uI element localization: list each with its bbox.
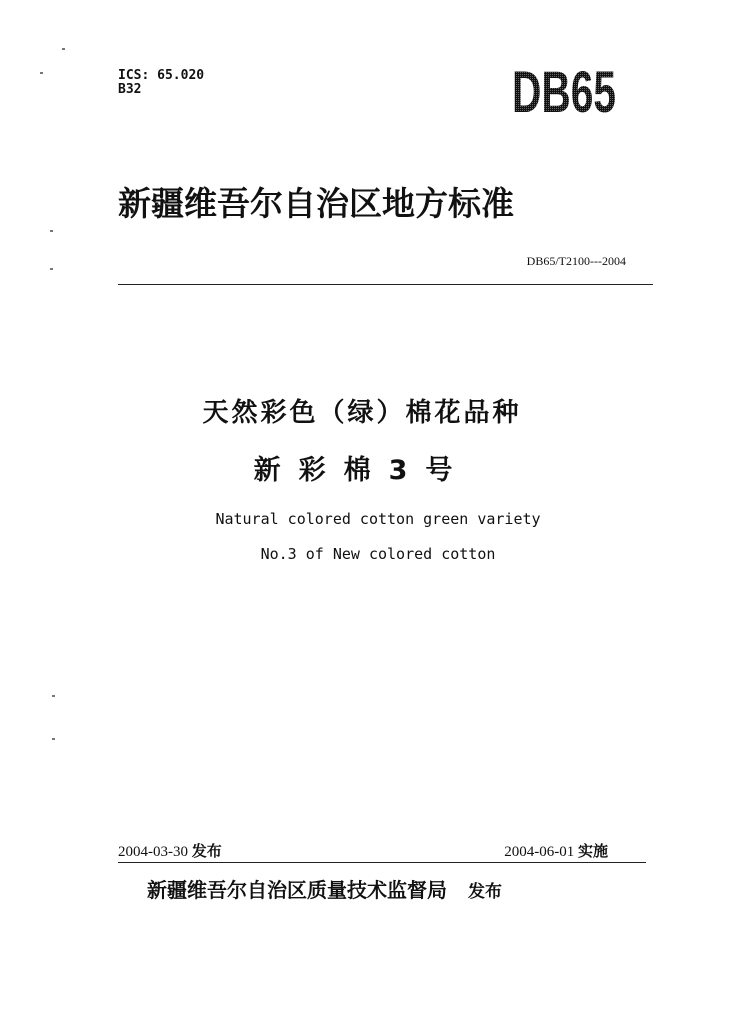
scan-speck [52, 738, 55, 740]
top-divider [118, 284, 653, 285]
implement-label: 实施 [577, 842, 608, 860]
implement-date-row [504, 840, 608, 861]
en-title-line-1: Natural colored cotton green variety [215, 510, 541, 528]
logo-text: DB65 [512, 60, 616, 125]
scan-speck [50, 268, 53, 270]
scan-speck [40, 72, 43, 74]
issuer-verb: 发布 [467, 882, 502, 902]
scan-speck [62, 48, 65, 50]
scan-speck [52, 695, 55, 697]
standard-number: DB65/T2100---2004 [526, 254, 626, 268]
en-title-line-2: No.3 of New colored cotton [260, 545, 496, 563]
standard-authority-title: 新疆维吾尔自治区地方标准 [118, 184, 514, 223]
ics-code: ICS: 65.020 [118, 68, 205, 83]
db65-logo [512, 60, 616, 125]
bottom-divider [118, 862, 646, 863]
cn-title-line-1: 天然彩色（绿）棉花品种 [202, 398, 522, 428]
scan-speck [50, 230, 53, 232]
issuer-line [147, 874, 502, 903]
issue-date: 2004-03-30 [118, 844, 188, 860]
implement-date: 2004-06-01 [504, 844, 575, 860]
ics-classification [118, 69, 204, 97]
category-code: B32 [118, 82, 142, 97]
issue-label: 发布 [191, 842, 222, 860]
issuer-name: 新疆维吾尔自治区质量技术监督局 [147, 878, 447, 902]
cn-title-line-2: 新彩棉3号 [253, 455, 471, 486]
issue-date-row [118, 840, 222, 861]
